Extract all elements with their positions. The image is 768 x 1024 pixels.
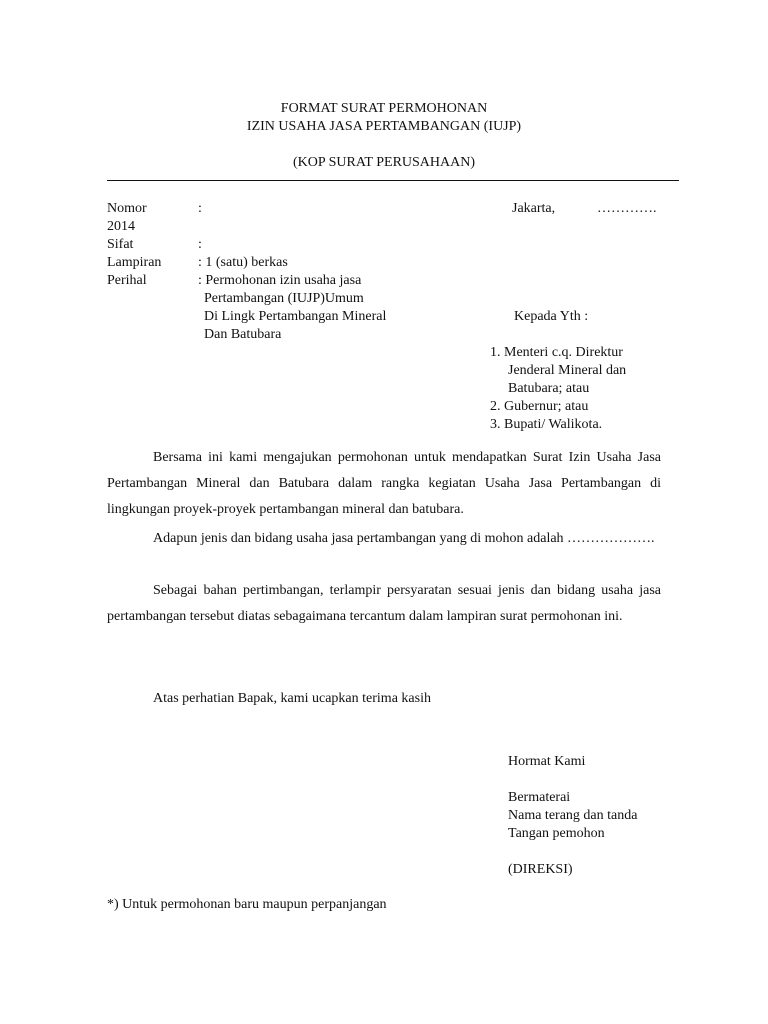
recipient-heading: Kepada Yth : bbox=[514, 309, 589, 324]
signature-closing: Hormat Kami bbox=[508, 754, 586, 769]
letterhead-placeholder: (KOP SURAT PERUSAHAAN) bbox=[292, 155, 476, 170]
recipient-item1-line1: 1. Menteri c.q. Direktur bbox=[490, 345, 623, 360]
year-text: 2014 bbox=[107, 219, 135, 234]
recipient-item3: 3. Bupati/ Walikota. bbox=[490, 417, 603, 432]
body-paragraph-1: Bersama ini kami mengajukan permohonan untuk mendapatkan Surat Izin Usaha Jasa Pertambangan Mineral dan Batubara dalam rangka kegiatan Usaha Jasa Pertambangan di lingkungan proyek-proyek pertambangan mineral dan batubara. bbox=[107, 450, 661, 517]
signature-stamp: Bermaterai bbox=[508, 790, 571, 805]
lampiran-label: Lampiran bbox=[107, 255, 162, 270]
place-label: Jakarta, bbox=[512, 201, 556, 216]
perihal-line1: : Permohonan izin usaha jasa bbox=[198, 273, 362, 288]
signature-role: (DIREKSI) bbox=[508, 862, 573, 877]
body-paragraph-3: Sebagai bahan pertimbangan, terlampir persyaratan sesuai jenis dan bidang usaha jasa pertambangan tersebut diatas sebagaimana tercantum dalam lampiran surat permohonan ini. bbox=[107, 583, 661, 624]
header-divider bbox=[107, 180, 679, 181]
body-paragraph-4: Atas perhatian Bapak, kami ucapkan terima kasih bbox=[153, 691, 431, 706]
signature-name-line2: Tangan pemohon bbox=[508, 826, 605, 841]
perihal-label: Perihal bbox=[107, 273, 147, 288]
perihal-line3: Di Lingk Pertambangan Mineral bbox=[204, 309, 387, 324]
recipient-item1-line2: Jenderal Mineral dan bbox=[508, 363, 627, 378]
recipient-item1-line3: Batubara; atau bbox=[508, 381, 590, 396]
body-paragraph-2: Adapun jenis dan bidang usaha jasa pertambangan yang di mohon adalah ………………. bbox=[153, 531, 655, 546]
perihal-line4: Dan Batubara bbox=[204, 327, 282, 342]
perihal-line2: Pertambangan (IUJP)Umum bbox=[204, 291, 364, 306]
sifat-colon: : bbox=[198, 237, 202, 252]
date-placeholder: …………. bbox=[597, 201, 657, 216]
lampiran-value: : 1 (satu) berkas bbox=[198, 255, 288, 270]
sifat-label: Sifat bbox=[107, 237, 134, 252]
nomor-label: Nomor bbox=[107, 201, 147, 216]
document-title-line2: IZIN USAHA JASA PERTAMBANGAN (IUJP) bbox=[246, 119, 522, 134]
document-title-line1: FORMAT SURAT PERMOHONAN bbox=[280, 101, 488, 116]
recipient-item2: 2. Gubernur; atau bbox=[490, 399, 589, 414]
nomor-colon: : bbox=[198, 201, 202, 216]
signature-name-line1: Nama terang dan tanda bbox=[508, 808, 638, 823]
footnote: *) Untuk permohonan baru maupun perpanjangan bbox=[107, 897, 387, 912]
